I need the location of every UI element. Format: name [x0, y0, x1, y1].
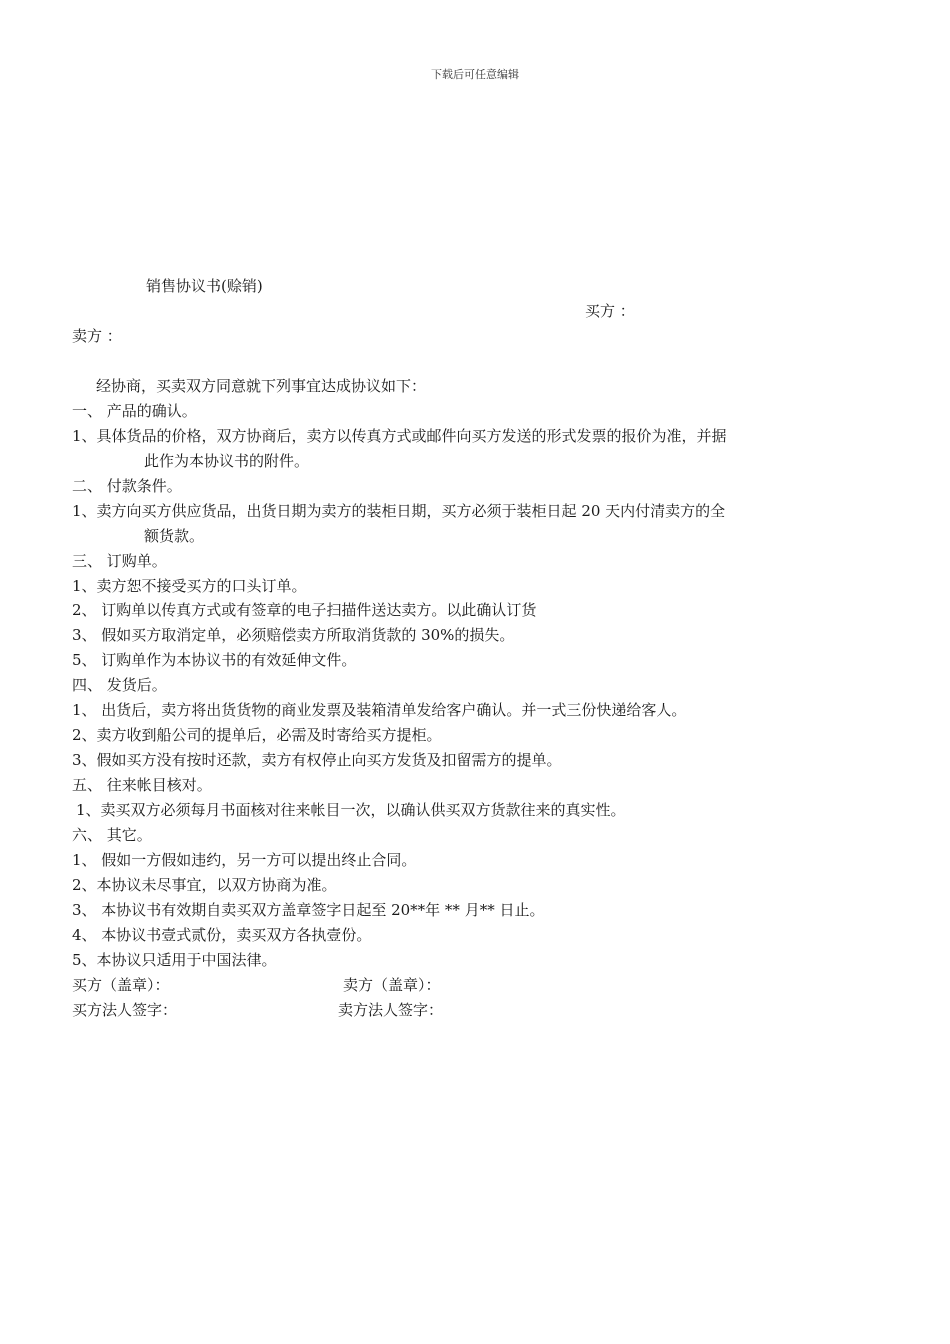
- section-heading: 六、 其它。: [72, 826, 152, 844]
- clause-text: 3、 假如买方取消定单，必须赔偿卖方所取消货款的 30%的损失。: [72, 626, 515, 644]
- intro-paragraph: 经协商，买卖双方同意就下列事宜达成协议如下：: [96, 377, 427, 395]
- seller-seal-label: 卖方（盖章）：: [343, 976, 441, 994]
- clause-text: 3、假如买方没有按时还款，卖方有权停止向买方发货及扣留需方的提单。: [72, 751, 562, 769]
- clause-text: 此作为本协议书的附件。: [144, 452, 310, 470]
- clause-text: 2、本协议未尽事宜，以双方协商为准。: [72, 876, 337, 894]
- seller-label: 卖方 ：: [72, 327, 122, 345]
- section-heading: 三、 订购单。: [72, 552, 167, 570]
- clause-text: 1、 假如一方假如违约，另一方可以提出终止合同。: [72, 851, 417, 869]
- section-heading: 二、 付款条件。: [72, 477, 182, 495]
- header-note: 下载后可任意编辑: [431, 68, 519, 81]
- section-heading: 五、 往来帐目核对。: [72, 776, 212, 794]
- clause-text: 1、卖方向买方供应货品，出货日期为卖方的装柜日期，买方必须于装柜日起 20 天内付清卖方的全: [72, 502, 726, 520]
- clause-text: 2、卖方收到船公司的提单后，必需及时寄给买方提柜。: [72, 726, 442, 744]
- clause-text: 3、 本协议书有效期自卖买双方盖章签字日起至 20**年 ** 月** 日止。: [72, 901, 545, 919]
- clause-text: 5、 订购单作为本协议书的有效延伸文件。: [72, 651, 357, 669]
- buyer-signature-label: 买方法人签字：: [72, 1001, 178, 1019]
- buyer-seal-label: 买方（盖章）：: [72, 976, 170, 994]
- section-heading: 一、 产品的确认。: [72, 402, 197, 420]
- clause-text: 1、具体货品的价格，双方协商后，卖方以传真方式或邮件向买方发送的形式发票的报价为准，并据: [72, 427, 727, 445]
- section-heading: 四、 发货后。: [72, 676, 167, 694]
- buyer-label: 买方 ：: [585, 302, 635, 320]
- clause-text: 1、卖方恕不接受买方的口头订单。: [72, 577, 307, 595]
- clause-text: 1、 出货后，卖方将出货货物的商业发票及装箱清单发给客户确认。并一式三份快递给客人。: [72, 701, 687, 719]
- clause-text: 1、卖买双方必须每月书面核对往来帐目一次，以确认供买双方货款往来的真实性。: [76, 801, 626, 819]
- clause-text: 5、本协议只适用于中国法律。: [72, 951, 277, 969]
- clause-text: 2、 订购单以传真方式或有签章的电子扫描件送达卖方。以此确认订货: [72, 601, 537, 619]
- clause-text: 额货款。: [144, 527, 205, 545]
- clause-text: 4、 本协议书壹式贰份，卖买双方各执壹份。: [72, 926, 372, 944]
- seller-signature-label: 卖方法人签字：: [338, 1001, 444, 1019]
- document-title: 销售协议书(赊销): [146, 277, 263, 295]
